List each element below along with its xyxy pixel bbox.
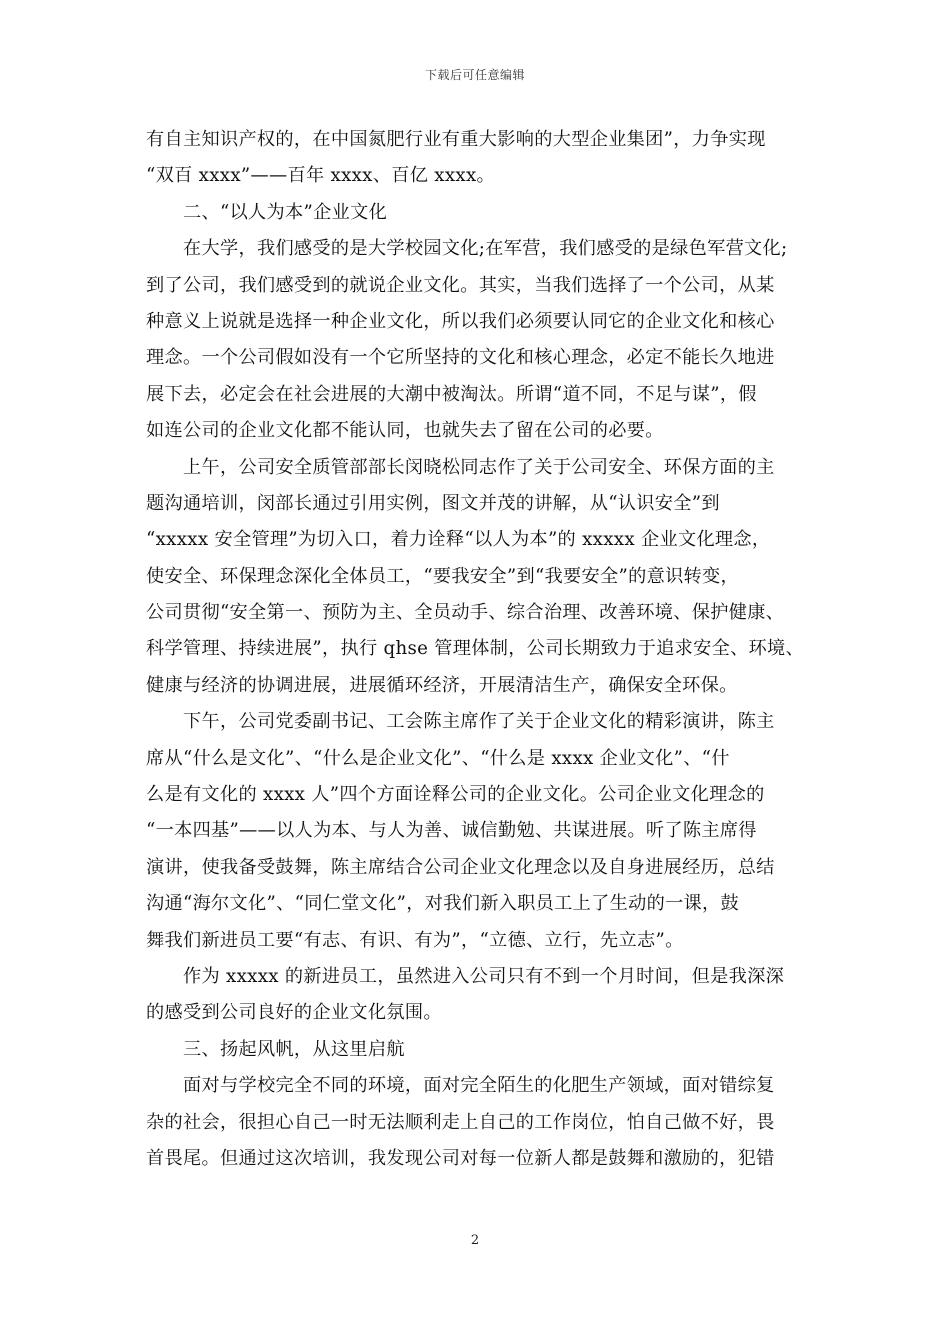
text-line: 公司贯彻“安全第一、预防为主、全员动手、综合治理、改善环境、保护健康、 [146, 602, 785, 624]
text-line: 首畏尾。但通过这次培训，我发现公司对每一位新人都是鼓舞和激励的，犯错 [146, 1147, 775, 1169]
text-line: “一本四基”——以人为本、与人为善、诚信勤勉、共谋进展。听了陈主席得 [146, 820, 757, 842]
text-line: 如连公司的企业文化都不能认同，也就失去了留在公司的必要。 [146, 420, 664, 442]
text-line: 到了公司，我们感受到的就说企业文化。其实，当我们选择了一个公司，从某 [146, 274, 775, 296]
text-line: 么是有文化的 xxxx 人”四个方面诠释公司的企业文化。公司企业文化理念的 [146, 784, 765, 806]
text-line: 理念。一个公司假如没有一个它所坚持的文化和核心理念，必定不能长久地进 [146, 347, 775, 369]
text-line: 舞我们新进员工要“有志、有识、有为”，“立德、立行，先立志”。 [146, 929, 684, 951]
text-line: 在大学，我们感受的是大学校园文化;在军营，我们感受的是绿色军营文化; [183, 238, 788, 260]
text-line: 种意义上说就是选择一种企业文化，所以我们必须要认同它的企业文化和核心 [146, 310, 775, 332]
document-body [146, 122, 826, 1177]
text-line: 演讲，使我备受鼓舞，陈主席结合公司企业文化理念以及自身进展经历，总结 [146, 856, 775, 878]
text-line: 席从“什么是文化”、“什么是企业文化”、“什么是 xxxx 企业文化”、“什 [146, 747, 730, 769]
text-line: 的感受到公司良好的企业文化氛围。 [146, 1002, 442, 1024]
text-line: 下午，公司党委副书记、工会陈主席作了关于企业文化的精彩演讲，陈主 [183, 711, 775, 733]
text-line: 科学管理、持续进展”，执行 qhse 管理体制，公司长期致力于追求安全、环境、 [146, 638, 805, 660]
text-line: 题沟通培训，闵部长通过引用实例，图文并茂的讲解，从“认识安全”到 [146, 492, 720, 514]
text-line: 作为 xxxxx 的新进员工，虽然进入公司只有不到一个月时间，但是我深深 [183, 965, 785, 987]
page-header: 下载后可任意编辑 [424, 68, 525, 82]
text-line: “双百 xxxx”——百年 xxxx、百亿 xxxx。 [146, 165, 496, 187]
text-line: 上午，公司安全质管部部长闵晓松同志作了关于公司安全、环保方面的主 [183, 456, 775, 478]
text-line: 二、“以人为本”企业文化 [183, 201, 388, 223]
text-line: 展下去，必定会在社会进展的大潮中被淘汰。所谓“道不同，不足与谋”，假 [146, 383, 757, 405]
text-line: 三、扬起风帆，从这里启航 [183, 1038, 405, 1060]
text-line: 使安全、环保理念深化全体员工，“要我安全”到“我要安全”的意识转变， [146, 565, 740, 587]
text-line: 沟通“海尔文化”、“同仁堂文化”，对我们新入职员工上了生动的一课，鼓 [146, 893, 740, 915]
text-line: 杂的社会，很担心自己一时无法顺利走上自己的工作岗位，怕自己做不好，畏 [146, 1111, 775, 1133]
page-number: 2 [470, 1233, 480, 1248]
text-line: 有自主知识产权的，在中国氮肥行业有重大影响的大型企业集团”，力争实现 [146, 129, 766, 150]
text-line: 面对与学校完全不同的环境，面对完全陌生的化肥生产领域，面对错综复 [183, 1075, 775, 1097]
text-line: 健康与经济的协调进展，进展循环经济，开展清洁生产，确保安全环保。 [146, 674, 738, 696]
text-line: “xxxxx 安全管理”为切入口，着力诠释“以人为本”的 xxxxx 企业文化理念， [146, 529, 771, 551]
